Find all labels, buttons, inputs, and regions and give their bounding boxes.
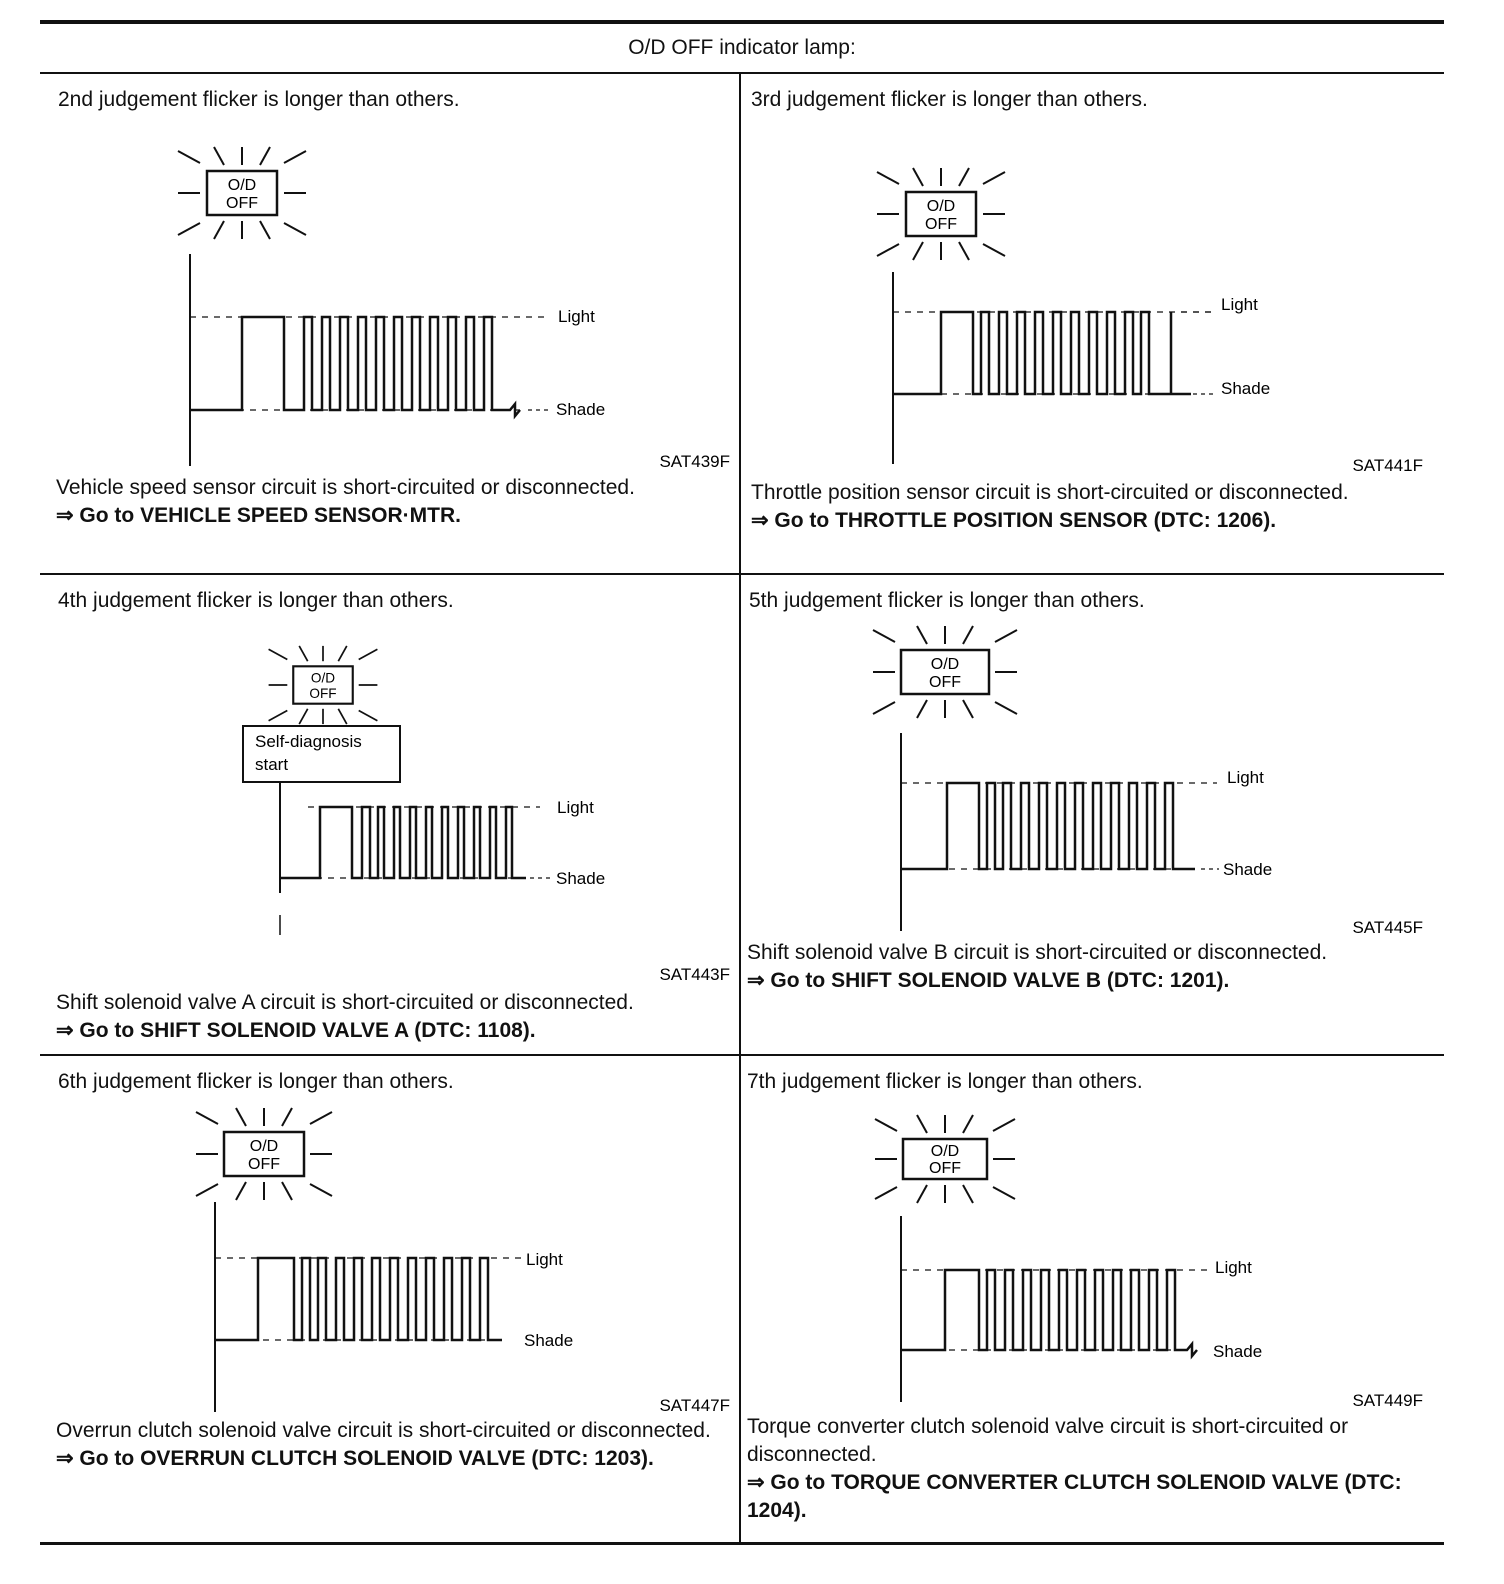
- figure-code: SAT445F: [1352, 918, 1423, 937]
- light-label: Light: [558, 307, 595, 326]
- figure-code: SAT439F: [659, 452, 730, 471]
- cell-go-to-link[interactable]: ⇒ Go to SHIFT SOLENOID VALVE A (DTC: 1108).: [56, 1019, 536, 1042]
- cell-go-to-link[interactable]: ⇒ Go to TORQUE CONVERTER CLUTCH SOLENOID VALVE (DTC: 1204).: [747, 1471, 1402, 1522]
- od-off-lamp-icon: [875, 1115, 1015, 1203]
- shade-label: Shade: [1223, 860, 1273, 879]
- figure-code: SAT441F: [1352, 456, 1423, 475]
- cell-go-to-link[interactable]: ⇒ Go to OVERRUN CLUTCH SOLENOID VALVE (DTC: 1203).: [56, 1447, 654, 1470]
- cell-desc-text: Vehicle speed sensor circuit is short-circuited or disconnected.: [56, 476, 635, 499]
- figure-code: SAT447F: [659, 1396, 730, 1415]
- cell-description: [747, 939, 1427, 995]
- shade-label: Shade: [1221, 379, 1271, 398]
- pulse-waveform: [893, 312, 1191, 394]
- lamp-text-off: OFF: [226, 195, 258, 212]
- figure-code: SAT443F: [659, 965, 730, 984]
- cell-heading: 6th judgement flicker is longer than others.: [58, 1070, 454, 1093]
- light-label: Light: [557, 798, 594, 817]
- cell-desc-text: Throttle position sensor circuit is short-circuited or disconnected.: [751, 481, 1349, 504]
- light-label: Light: [1227, 768, 1264, 787]
- cell-go-to-link[interactable]: ⇒ Go to SHIFT SOLENOID VALVE B (DTC: 1201).: [747, 969, 1230, 992]
- lamp-text-off: OFF: [309, 685, 337, 701]
- lamp-text-od: O/D: [930, 1143, 960, 1160]
- od-off-lamp-icon: [196, 1108, 332, 1200]
- lamp-text-off: OFF: [248, 1156, 280, 1173]
- lamp-text-od: O/D: [227, 177, 257, 194]
- shade-label: Shade: [1213, 1342, 1263, 1361]
- flicker-diagram: [40, 575, 739, 1054]
- cell-description: [56, 474, 726, 530]
- cell-3rd-judgement: [741, 74, 1444, 573]
- cell-7th-judgement: [741, 1056, 1444, 1542]
- lamp-text-off: OFF: [925, 216, 957, 233]
- lamp-text-od: O/D: [926, 198, 956, 215]
- cell-2nd-judgement: [40, 74, 739, 573]
- lamp-text-off: OFF: [929, 674, 961, 691]
- pulse-waveform: [215, 1258, 502, 1340]
- od-off-lamp-icon: [877, 168, 1005, 260]
- cell-desc-text: Torque converter clutch solenoid valve circuit is short-circuited or disconnected.: [747, 1415, 1349, 1466]
- cell-heading: 3rd judgement flicker is longer than others.: [751, 88, 1148, 111]
- pulse-waveform: [901, 1270, 1197, 1356]
- cell-description: [56, 989, 726, 1045]
- cell-4th-judgement: [40, 575, 739, 1054]
- table-header: O/D OFF indicator lamp:: [628, 36, 856, 59]
- cell-desc-text: Shift solenoid valve A circuit is short-circuited or disconnected.: [56, 991, 634, 1014]
- self-diagnosis-label-1: Self-diagnosis: [255, 732, 362, 751]
- cell-go-to-link[interactable]: ⇒ Go to THROTTLE POSITION SENSOR (DTC: 1206).: [751, 509, 1277, 532]
- lamp-text-od: O/D: [249, 1138, 279, 1155]
- cell-heading: 4th judgement flicker is longer than others.: [58, 589, 454, 612]
- shade-label: Shade: [524, 1331, 574, 1350]
- cell-heading: 2nd judgement flicker is longer than others.: [58, 88, 460, 111]
- cell-5th-judgement: [741, 575, 1444, 1054]
- od-off-lamp-icon: [178, 147, 306, 239]
- cell-desc-text: Shift solenoid valve B circuit is short-circuited or disconnected.: [747, 941, 1328, 964]
- cell-go-to-link[interactable]: ⇒ Go to VEHICLE SPEED SENSOR·MTR.: [56, 504, 461, 527]
- light-label: Light: [1221, 295, 1258, 314]
- self-diagnosis-label-2: start: [255, 755, 289, 774]
- lamp-text-off: OFF: [929, 1160, 961, 1177]
- pulse-waveform: [190, 317, 520, 416]
- lamp-text-od: O/D: [310, 670, 336, 686]
- cell-heading: 7th judgement flicker is longer than others.: [747, 1070, 1143, 1093]
- light-label: Light: [526, 1250, 563, 1269]
- od-off-lamp-icon: [873, 626, 1017, 718]
- pulse-waveform: [280, 807, 526, 878]
- cell-description: [751, 479, 1431, 535]
- top-thick-rule: [40, 20, 1444, 24]
- light-label: Light: [1215, 1258, 1252, 1277]
- bottom-thick-rule: [40, 1542, 1444, 1545]
- shade-label: Shade: [556, 400, 606, 419]
- cell-heading: 5th judgement flicker is longer than others.: [749, 589, 1145, 612]
- cell-description: [56, 1417, 728, 1473]
- od-off-lamp-icon: [269, 646, 378, 724]
- cell-description: [747, 1413, 1427, 1525]
- pulse-waveform: [901, 783, 1195, 869]
- cell-desc-text: Overrun clutch solenoid valve circuit is short-circuited or disconnected.: [56, 1419, 711, 1442]
- figure-code: SAT449F: [1352, 1391, 1423, 1410]
- lamp-text-od: O/D: [930, 656, 960, 673]
- cell-6th-judgement: [40, 1056, 739, 1542]
- shade-label: Shade: [556, 869, 606, 888]
